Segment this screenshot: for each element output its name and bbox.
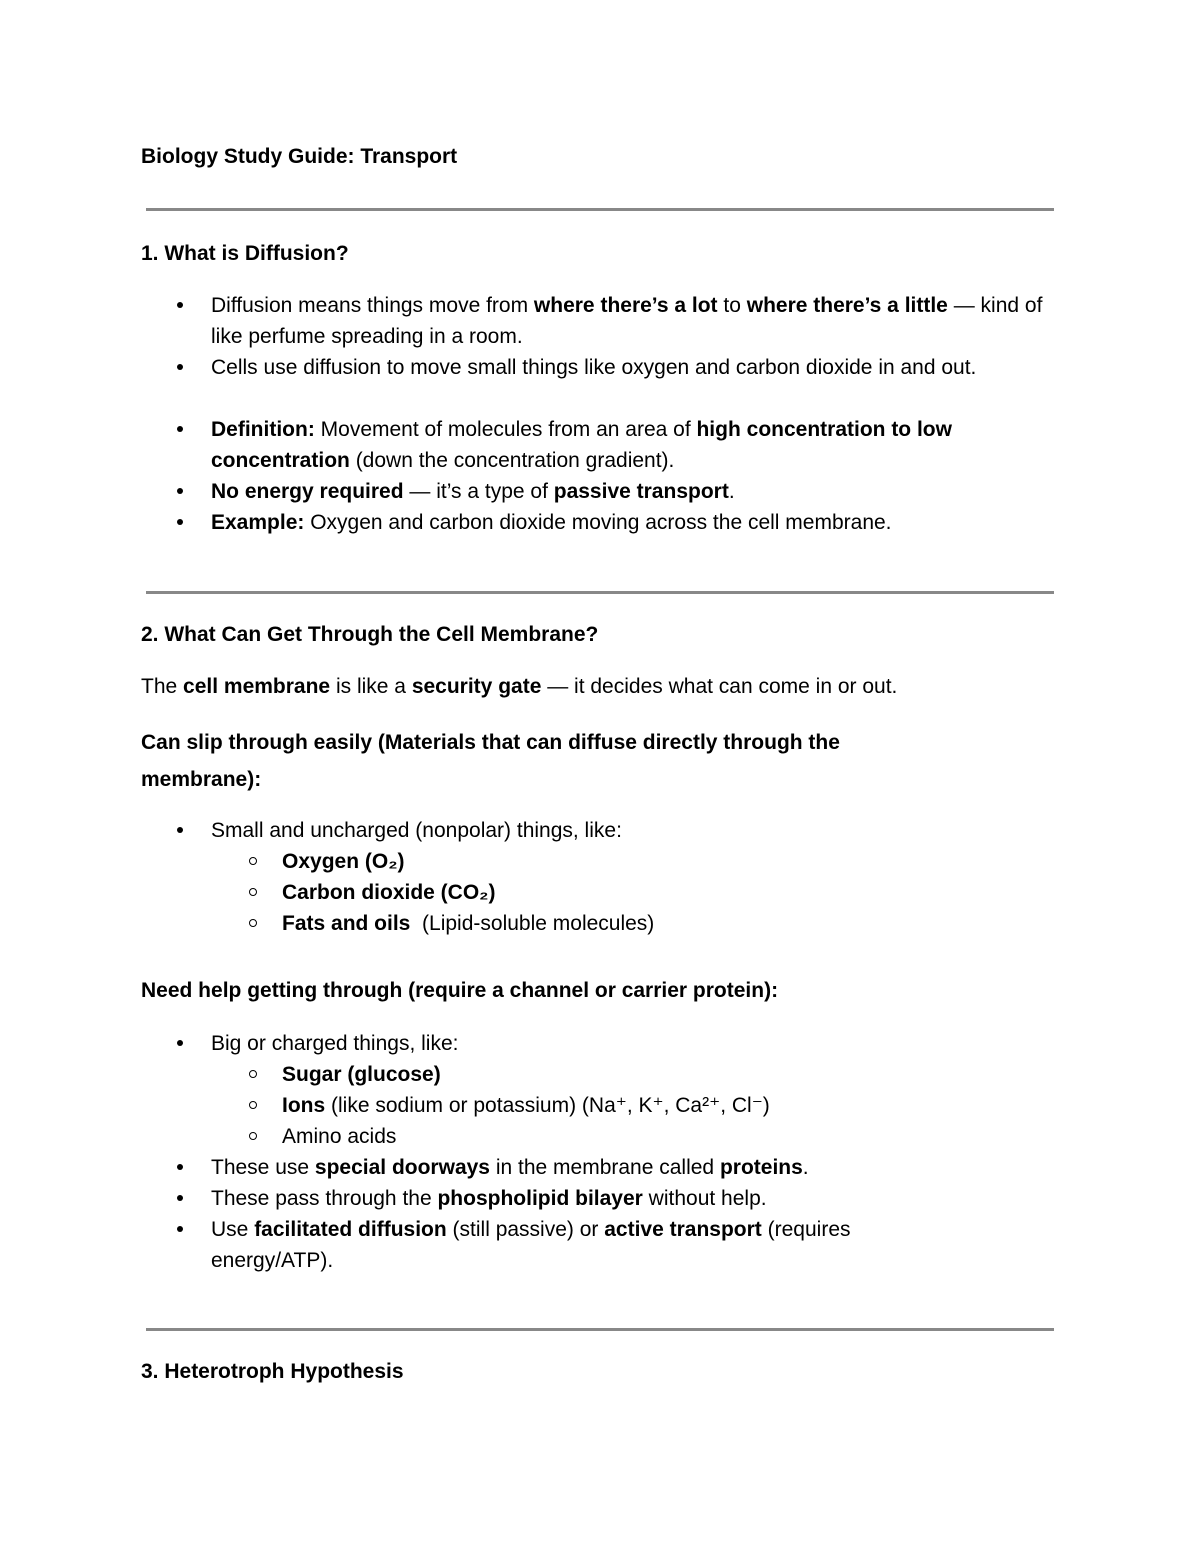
- subheading-easy: Can slip through easily (Materials that can diffuse directly through the membrane):: [141, 731, 840, 791]
- bullet-icon: [177, 364, 183, 370]
- bullet-icon: [177, 426, 183, 432]
- bullet-icon: [177, 1040, 183, 1046]
- list-item: No energy required — it’s a type of passive transport.: [211, 480, 735, 503]
- list-item: Diffusion means things move from where there’s a lot to where there’s a little — kind of like perfume spreading in a room.: [211, 294, 1043, 348]
- list-item: These pass through the phospholipid bilayer without help.: [211, 1187, 767, 1210]
- list-item: Use facilitated diffusion (still passive) or active transport (requires energy/ATP).: [211, 1218, 851, 1272]
- sub-list-item: Amino acids: [282, 1125, 397, 1148]
- bullet-icon: [177, 1164, 183, 1170]
- section-3-heading: 3. Heterotroph Hypothesis: [141, 1360, 404, 1383]
- hollow-bullet-icon: [249, 857, 257, 865]
- hollow-bullet-icon: [249, 1132, 257, 1140]
- divider: [146, 208, 1054, 211]
- hollow-bullet-icon: [249, 1070, 257, 1078]
- document-title: Biology Study Guide: Transport: [141, 145, 458, 168]
- hollow-bullet-icon: [249, 919, 257, 927]
- bullet-icon: [177, 1195, 183, 1201]
- list-item: Cells use diffusion to move small things like oxygen and carbon dioxide in and out.: [211, 356, 977, 379]
- bullet-icon: [177, 302, 183, 308]
- sub-list-item: Ions (like sodium or potassium) (Na⁺, K⁺, Ca²⁺, Cl⁻): [282, 1094, 770, 1117]
- section-2-heading: 2. What Can Get Through the Cell Membrane?: [141, 623, 599, 646]
- bullet-icon: [177, 1226, 183, 1232]
- list-item: These use special doorways in the membrane called proteins.: [211, 1156, 809, 1179]
- list-item: Definition: Movement of molecules from an area of high concentration to low concentration (down the concentration gradient).: [211, 418, 952, 472]
- section-1-heading: 1. What is Diffusion?: [141, 242, 349, 265]
- sub-list-item: Sugar (glucose): [282, 1063, 441, 1086]
- list-item: Small and uncharged (nonpolar) things, like:: [211, 819, 622, 842]
- list-item: Example: Oxygen and carbon dioxide moving across the cell membrane.: [211, 511, 892, 534]
- sub-list-item: Fats and oils (Lipid-soluble molecules): [282, 912, 655, 935]
- hollow-bullet-icon: [249, 1101, 257, 1109]
- bullet-icon: [177, 488, 183, 494]
- list-item: Big or charged things, like:: [211, 1032, 459, 1055]
- divider: [146, 1328, 1054, 1331]
- sub-list-item: Carbon dioxide (CO₂): [282, 881, 496, 904]
- divider: [146, 591, 1054, 594]
- hollow-bullet-icon: [249, 888, 257, 896]
- paragraph: The cell membrane is like a security gate — it decides what can come in or out.: [141, 675, 898, 698]
- bullet-icon: [177, 827, 183, 833]
- sub-list-item: Oxygen (O₂): [282, 850, 405, 873]
- subheading-help: Need help getting through (require a channel or carrier protein):: [141, 979, 779, 1002]
- bullet-icon: [177, 519, 183, 525]
